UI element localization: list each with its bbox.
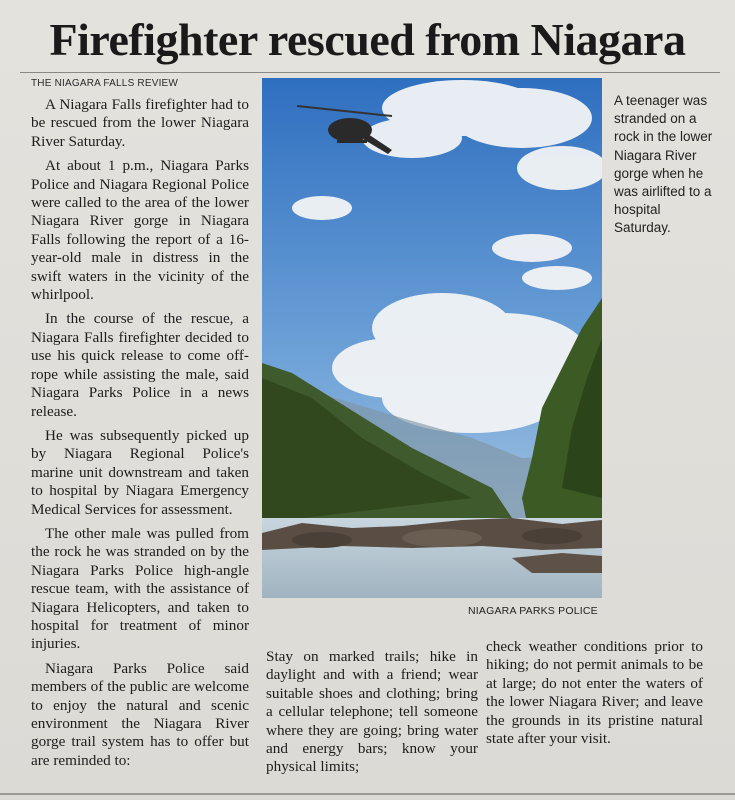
headline: Firefighter rescued from Niagara: [49, 14, 686, 65]
paragraph-6: Niagara Parks Police said members of the public are welcome to enjoy the natural and scenic environment the Niagara River gorge trail system has to offer but are reminded to:: [31, 659, 249, 769]
paragraph-5: The other male was pulled from the rock he was stranded on by the Niagara Parks Police high-angle rescue team, with the assistance of Niagara Helicopters, and taken to hospital for treatment of minor injuries.: [31, 524, 249, 653]
article-column-3: [486, 638, 703, 754]
bottom-rule: [0, 793, 735, 795]
gorge-helicopter-image: [262, 78, 602, 598]
paragraph-8: check weather conditions prior to hiking; do not permit animals to be at large; do not enter the waters of the lower Niagara River; and leave the grounds in its pristine natural state after your visit.: [486, 638, 703, 748]
headline-rule: [20, 72, 720, 73]
article-column-1: [31, 96, 249, 776]
paragraph-4: He was subsequently picked up by Niagara Regional Police's marine unit downstream and taken to hospital by Niagara Emergency Medical Services for assessment.: [31, 426, 249, 518]
rescue-photo: [262, 78, 602, 598]
article-column-2: [266, 648, 478, 783]
byline: THE NIAGARA FALLS REVIEW: [31, 78, 179, 89]
paragraph-2: At about 1 p.m., Niagara Parks Police and Niagara Regional Police were called to the area of the lower Niagara River gorge in Niagara Falls following the report of a 16-year-old male in distress in the swift waters in the vicinity of the whirlpool.: [31, 157, 249, 304]
paragraph-7: Stay on marked trails; hike in daylight and with a friend; wear suitable shoes and clothing; bring a cellular telephone; tell someone where they are going; bring water and energy bars; know your physical limits;: [266, 648, 478, 776]
paragraph-3: In the course of the rescue, a Niagara Falls firefighter decided to use his quick release to come off-rope while assisting the male, said Niagara Parks Police in a news release.: [31, 310, 249, 420]
photo-caption: A teenager was stranded on a rock in the lower Niagara River gorge when he was airlifted to a hospital Saturday.: [614, 93, 713, 236]
paragraph-1: A Niagara Falls firefighter had to be rescued from the lower Niagara River Saturday.: [31, 96, 249, 150]
photo-credit: NIAGARA PARKS POLICE: [468, 605, 598, 617]
